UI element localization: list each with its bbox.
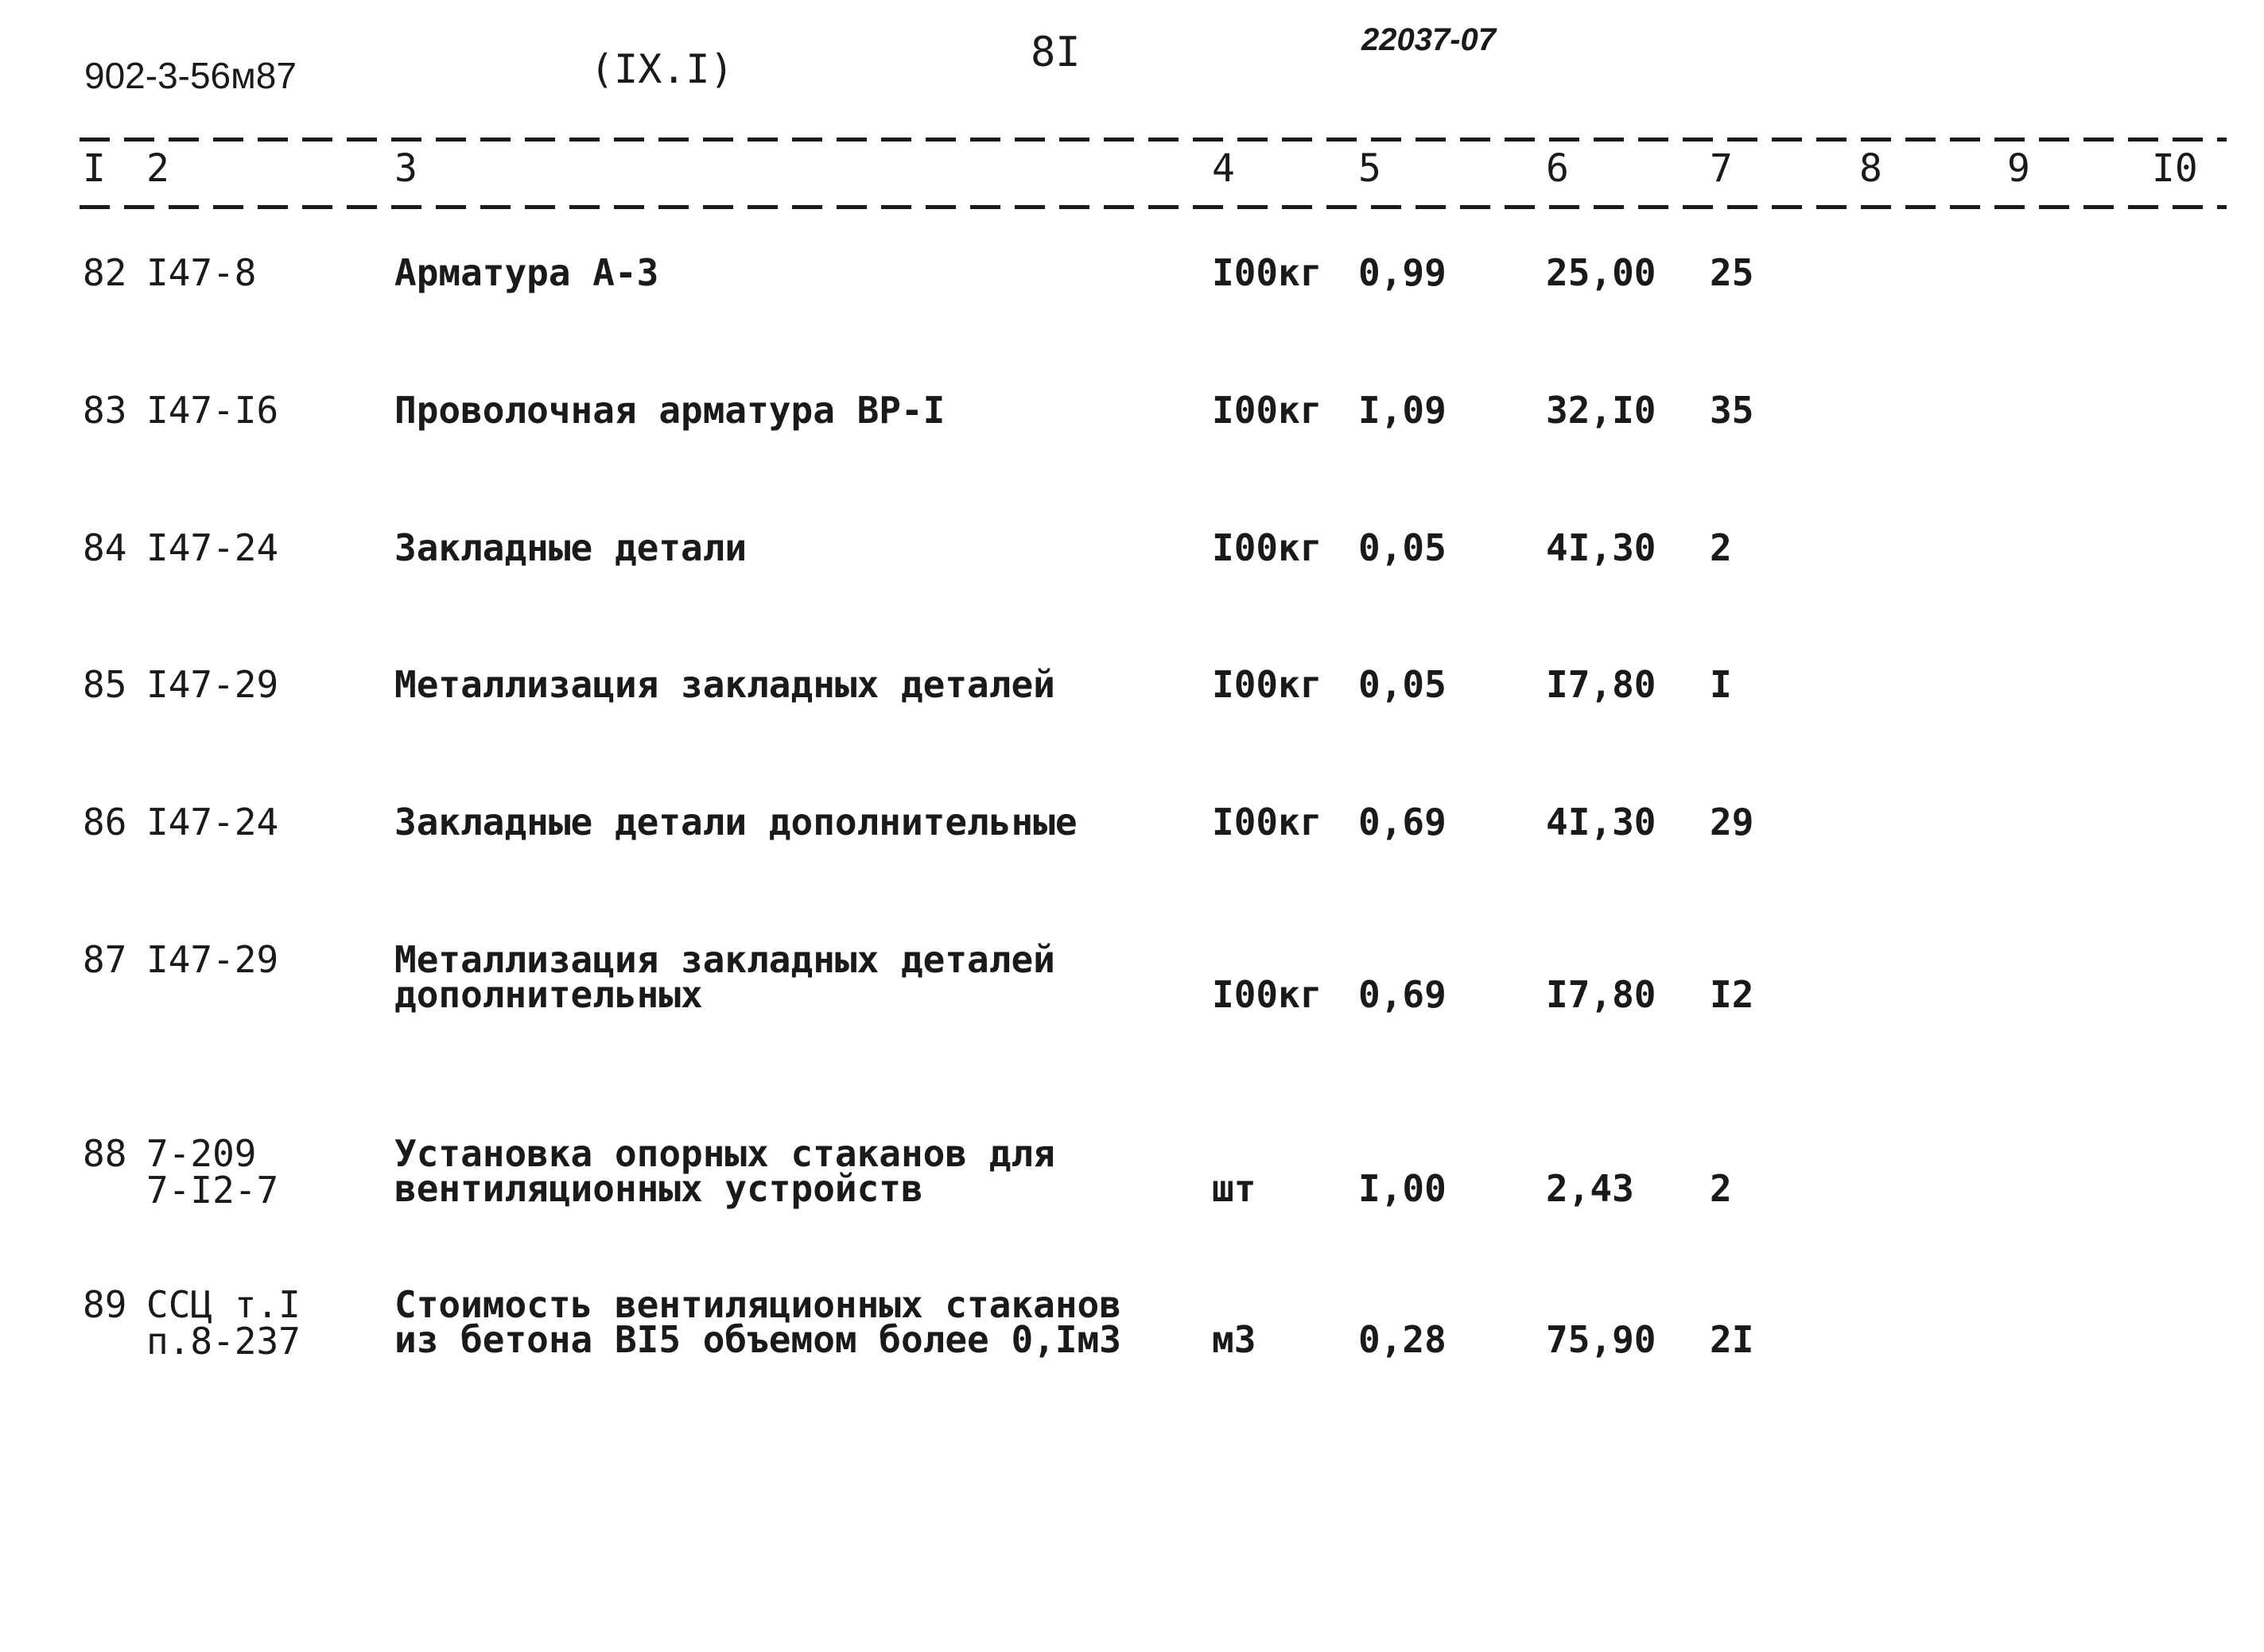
row-quantity: 0,28 xyxy=(1358,1318,1447,1361)
row-number: 85 xyxy=(83,663,127,706)
row-unit-price: 32,I0 xyxy=(1546,389,1656,432)
description-line: вентиляционных устройств xyxy=(394,1167,923,1210)
row-unit-price: 2,43 xyxy=(1546,1167,1634,1210)
code-line: I47-24 xyxy=(146,526,279,569)
description-line: Металлизация закладных деталей xyxy=(394,663,1055,706)
section-reference: (IX.I) xyxy=(590,46,734,92)
row-unit: I00кг xyxy=(1212,526,1322,569)
row-code xyxy=(146,526,279,569)
row-code xyxy=(146,1283,301,1363)
description-line: Установка опорных стаканов для xyxy=(394,1132,1055,1175)
row-number: 86 xyxy=(83,801,127,843)
description-line: Арматура А-3 xyxy=(394,251,659,294)
row-unit: I00кг xyxy=(1212,663,1322,706)
column-number-2: 2 xyxy=(146,146,169,191)
row-unit-price: 4I,30 xyxy=(1546,526,1656,569)
row-total: 29 xyxy=(1710,801,1754,843)
code-line: п.8-237 xyxy=(146,1320,301,1363)
row-unit: I00кг xyxy=(1212,251,1322,294)
row-number: 82 xyxy=(83,251,127,294)
table-row xyxy=(0,251,2264,350)
code-line: 7-209 xyxy=(146,1132,257,1175)
page-number: 8I xyxy=(1031,29,1081,76)
row-description xyxy=(394,1283,1121,1361)
row-total: 2 xyxy=(1710,526,1732,569)
description-line: Закладные детали xyxy=(394,526,748,569)
table-row xyxy=(0,1132,2264,1231)
column-number-9: 9 xyxy=(2007,146,2030,191)
row-quantity: 0,69 xyxy=(1358,973,1447,1016)
row-unit-price: I7,80 xyxy=(1546,973,1656,1016)
table-row xyxy=(0,801,2264,899)
description-line: дополнительных xyxy=(394,973,703,1016)
row-number: 89 xyxy=(83,1283,127,1326)
code-line: ССЦ т.I xyxy=(146,1283,301,1326)
row-description xyxy=(394,663,1055,706)
row-quantity: 0,05 xyxy=(1358,663,1447,706)
row-description xyxy=(394,389,946,432)
row-description xyxy=(394,251,659,294)
row-code xyxy=(146,389,279,432)
row-number: 87 xyxy=(83,938,127,981)
row-quantity: 0,05 xyxy=(1358,526,1447,569)
row-unit: м3 xyxy=(1212,1318,1256,1361)
column-number-10: I0 xyxy=(2152,146,2198,191)
description-line: из бетона ВI5 объемом более 0,Iм3 xyxy=(394,1318,1121,1361)
code-line: I47-24 xyxy=(146,801,279,843)
row-quantity: I,09 xyxy=(1358,389,1447,432)
row-unit-price: 25,00 xyxy=(1546,251,1656,294)
document-stamp: 22037-07 xyxy=(1361,22,1497,57)
table-row xyxy=(0,938,2264,1037)
description-line: Проволочная арматура ВР-I xyxy=(394,389,946,432)
row-code xyxy=(146,938,279,981)
code-line: 7-I2-7 xyxy=(146,1169,279,1212)
code-line: I47-8 xyxy=(146,251,257,294)
column-number-7: 7 xyxy=(1710,146,1733,191)
row-quantity: 0,99 xyxy=(1358,251,1447,294)
row-quantity: 0,69 xyxy=(1358,801,1447,843)
column-number-8: 8 xyxy=(1859,146,1882,191)
row-unit: шт xyxy=(1212,1167,1256,1210)
table-row xyxy=(0,663,2264,762)
row-description xyxy=(394,1132,1055,1210)
column-number-3: 3 xyxy=(394,146,417,191)
row-number: 84 xyxy=(83,526,127,569)
row-total: 35 xyxy=(1710,389,1754,432)
row-code xyxy=(146,801,279,843)
row-quantity: I,00 xyxy=(1358,1167,1447,1210)
row-code xyxy=(146,251,257,294)
column-number-5: 5 xyxy=(1358,146,1381,191)
description-line: Металлизация закладных деталей xyxy=(394,938,1055,981)
row-total: 2I xyxy=(1710,1318,1754,1361)
description-line: Стоимость вентиляционных стаканов xyxy=(394,1283,1121,1326)
column-number-1: I xyxy=(83,146,106,191)
row-description xyxy=(394,938,1055,1016)
row-unit: I00кг xyxy=(1212,973,1322,1016)
row-unit: I00кг xyxy=(1212,801,1322,843)
table-row xyxy=(0,526,2264,625)
row-code xyxy=(146,1132,279,1212)
column-number-6: 6 xyxy=(1546,146,1569,191)
row-total: I2 xyxy=(1710,973,1754,1016)
row-total: 25 xyxy=(1710,251,1754,294)
row-total: 2 xyxy=(1710,1167,1732,1210)
row-total: I xyxy=(1710,663,1732,706)
row-unit: I00кг xyxy=(1212,389,1322,432)
table-row xyxy=(0,389,2264,487)
row-unit-price: I7,80 xyxy=(1546,663,1656,706)
code-line: I47-I6 xyxy=(146,389,279,432)
row-description xyxy=(394,801,1078,843)
description-line: Закладные детали дополнительные xyxy=(394,801,1078,843)
row-unit-price: 4I,30 xyxy=(1546,801,1656,843)
document-code: 902-3-56м87 xyxy=(84,55,297,96)
code-line: I47-29 xyxy=(146,663,279,706)
code-line: I47-29 xyxy=(146,938,279,981)
row-unit-price: 75,90 xyxy=(1546,1318,1656,1361)
column-number-4: 4 xyxy=(1212,146,1235,191)
table-row xyxy=(0,1283,2264,1382)
row-number: 83 xyxy=(83,389,127,432)
row-code xyxy=(146,663,279,706)
row-description xyxy=(394,526,748,569)
row-number: 88 xyxy=(83,1132,127,1175)
